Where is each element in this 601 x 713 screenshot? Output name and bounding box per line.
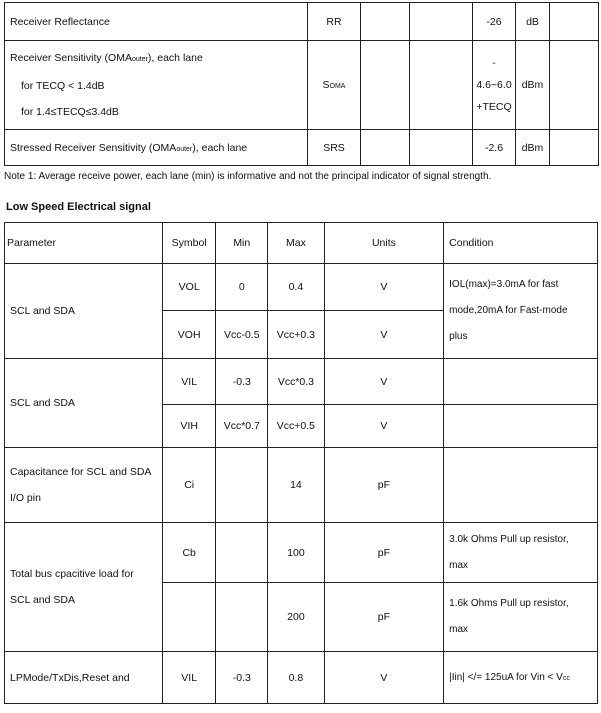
header-parameter: Parameter bbox=[5, 223, 163, 264]
condition-cell bbox=[444, 523, 598, 583]
header-symbol: Symbol bbox=[162, 223, 216, 264]
param-line: SCL and SDA bbox=[10, 594, 75, 606]
param-subscript: outer bbox=[131, 56, 148, 63]
unit-cell: dB bbox=[516, 3, 550, 41]
min-cell bbox=[216, 448, 268, 523]
param-text: Stressed Receiver Sensitivity (OMA bbox=[10, 141, 177, 154]
symbol-cell: VOL bbox=[162, 264, 216, 311]
unit-cell: dBm bbox=[516, 130, 550, 166]
condition-line: mode,20mA for Fast-mode bbox=[449, 305, 568, 316]
footnote: Note 1: Average receive power, each lane (min) is informative and not the principal indicator of signal strength. bbox=[4, 171, 492, 182]
empty-cell bbox=[410, 130, 473, 166]
condition-cell bbox=[444, 448, 598, 523]
units-cell: V bbox=[324, 359, 443, 405]
condition-cell bbox=[444, 359, 598, 405]
empty-cell bbox=[550, 3, 599, 41]
min-cell bbox=[216, 523, 268, 583]
condition-cell bbox=[444, 652, 598, 704]
max-cell: 0.4 bbox=[268, 264, 325, 311]
symbol-cell: RR bbox=[308, 3, 361, 41]
symbol-cell: VIH bbox=[162, 405, 216, 448]
param-text: Receiver Sensitivity (OMA bbox=[10, 52, 132, 64]
units-cell: V bbox=[324, 311, 443, 359]
symbol-text: S bbox=[322, 79, 330, 91]
symbol-cell bbox=[162, 583, 216, 652]
param-cell: SCL and SDA bbox=[5, 264, 163, 359]
receiver-spec-table bbox=[4, 2, 599, 166]
max-cell: 100 bbox=[268, 523, 325, 583]
empty-cell bbox=[361, 130, 410, 166]
min-cell: -0.3 bbox=[216, 652, 268, 704]
table-row bbox=[5, 41, 599, 130]
param-cell: Receiver Reflectance bbox=[5, 3, 308, 41]
max-cell: Vcc+0.3 bbox=[268, 311, 325, 359]
table-row bbox=[5, 652, 598, 704]
value-line: - bbox=[492, 57, 496, 69]
low-speed-signal-table bbox=[4, 222, 598, 704]
max-cell: 200 bbox=[268, 583, 325, 652]
param-cell bbox=[5, 523, 163, 652]
empty-cell bbox=[550, 130, 599, 166]
symbol-cell: Cb bbox=[162, 523, 216, 583]
empty-cell bbox=[410, 41, 473, 130]
table-row bbox=[5, 130, 599, 166]
condition-line: plus bbox=[449, 331, 468, 342]
symbol-cell: VOH bbox=[162, 311, 216, 359]
value-line: +TECQ bbox=[476, 101, 512, 113]
value-cell bbox=[473, 41, 516, 130]
table-row bbox=[5, 3, 599, 41]
table-row bbox=[5, 359, 598, 405]
header-min: Min bbox=[216, 223, 268, 264]
symbol-cell bbox=[308, 41, 361, 130]
max-cell: 0.8 bbox=[268, 652, 325, 704]
min-cell: 0 bbox=[216, 264, 268, 311]
min-cell bbox=[216, 583, 268, 652]
table-row bbox=[5, 264, 598, 311]
value-line: 4.6~6.0 bbox=[476, 79, 512, 91]
param-cell bbox=[5, 130, 308, 166]
symbol-cell: Ci bbox=[162, 448, 216, 523]
param-cell bbox=[5, 448, 163, 523]
symbol-cell: SRS bbox=[308, 130, 361, 166]
value-cell: -2.6 bbox=[473, 130, 516, 166]
header-units: Units bbox=[324, 223, 443, 264]
units-cell: pF bbox=[324, 583, 443, 652]
condition-line: max bbox=[449, 559, 469, 571]
param-cell: SCL and SDA bbox=[5, 359, 163, 448]
header-condition: Condition bbox=[444, 223, 598, 264]
param-cell bbox=[5, 41, 308, 130]
max-cell: Vcc+0.5 bbox=[268, 405, 325, 448]
param-subline: for 1.4≤TECQ≤3.4dB bbox=[21, 106, 119, 118]
units-cell: V bbox=[324, 405, 443, 448]
min-cell: Vcc-0.5 bbox=[216, 311, 268, 359]
condition-line: 1.6k Ohms Pull up resistor, bbox=[449, 598, 569, 609]
value-cell: -26 bbox=[473, 3, 516, 41]
condition-line: 3.0k Ohms Pull up resistor, bbox=[449, 533, 569, 545]
param-text: ), each lane bbox=[192, 141, 248, 154]
empty-cell bbox=[361, 41, 410, 130]
condition-cell bbox=[444, 583, 598, 652]
max-cell: Vcc*0.3 bbox=[268, 359, 325, 405]
condition-cell bbox=[444, 264, 598, 359]
max-cell: 14 bbox=[268, 448, 325, 523]
units-cell: pF bbox=[324, 523, 443, 583]
empty-cell bbox=[550, 41, 599, 130]
param-subscript: outer bbox=[176, 145, 193, 153]
param-cell: LPMode/TxDis,Reset and bbox=[5, 652, 163, 704]
header-row bbox=[5, 223, 598, 264]
units-cell: V bbox=[324, 264, 443, 311]
units-cell: pF bbox=[324, 448, 443, 523]
symbol-subscript: OMA bbox=[329, 83, 346, 90]
header-max: Max bbox=[268, 223, 325, 264]
symbol-cell: VIL bbox=[162, 652, 216, 704]
section-heading: Low Speed Electrical signal bbox=[6, 201, 151, 213]
symbol-cell: VIL bbox=[162, 359, 216, 405]
param-line: Total bus cpacitive load for bbox=[10, 568, 134, 580]
table-row bbox=[5, 523, 598, 583]
table-row bbox=[5, 448, 598, 523]
param-text: ), each lane bbox=[147, 52, 203, 64]
condition-text: |Iin| </= 125uA for Vin < V bbox=[449, 672, 563, 683]
condition-line: max bbox=[449, 624, 469, 635]
unit-cell: dBm bbox=[516, 41, 550, 130]
min-cell: -0.3 bbox=[216, 359, 268, 405]
param-line: I/O pin bbox=[10, 492, 41, 504]
param-line: Capacitance for SCL and SDA bbox=[10, 466, 152, 478]
empty-cell bbox=[410, 3, 473, 41]
empty-cell bbox=[361, 3, 410, 41]
units-cell: V bbox=[324, 652, 443, 704]
param-subline: for TECQ < 1.4dB bbox=[21, 80, 105, 92]
condition-subscript: cc bbox=[562, 675, 570, 682]
condition-cell bbox=[444, 405, 598, 448]
condition-line: IOL(max)=3.0mA for fast bbox=[449, 279, 559, 290]
min-cell: Vcc*0.7 bbox=[216, 405, 268, 448]
